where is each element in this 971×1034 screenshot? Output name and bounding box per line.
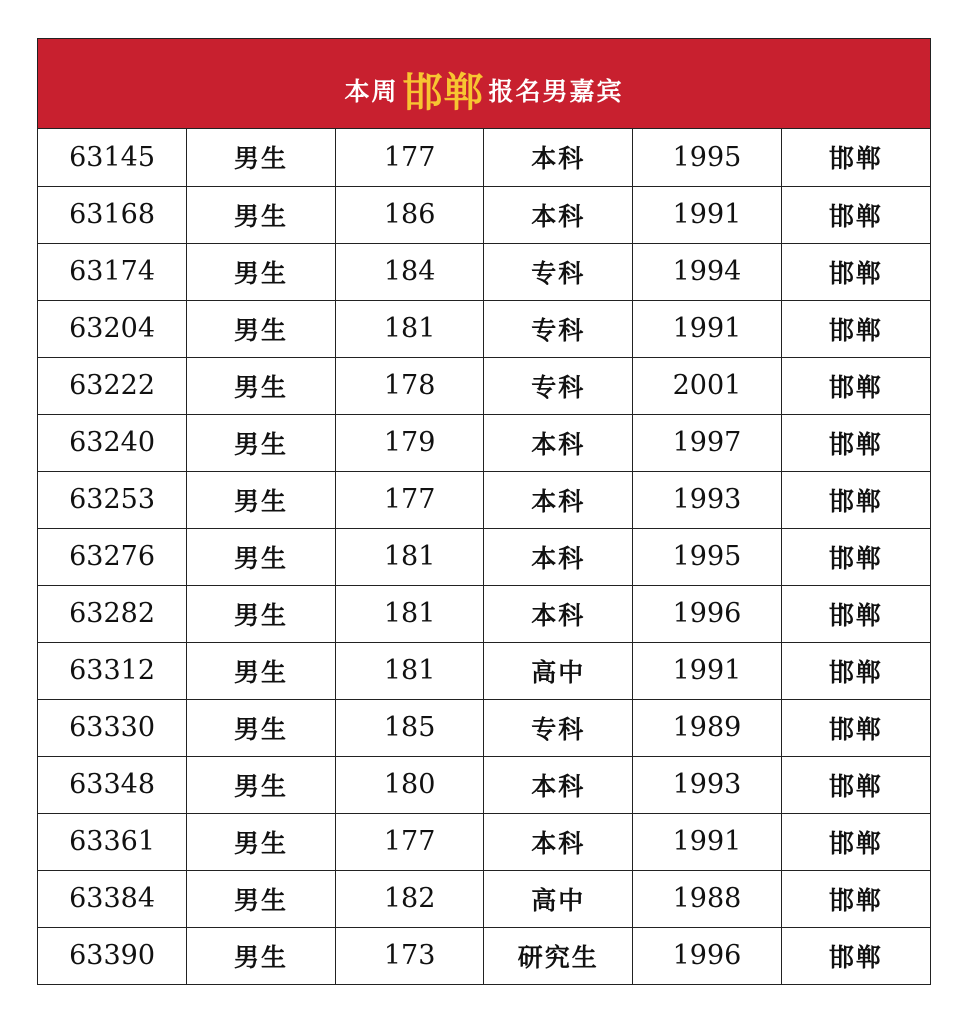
height-cell: 179 [335, 414, 484, 471]
city-cell: 邯郸 [781, 870, 930, 927]
table-row [38, 129, 930, 186]
city-cell: 邯郸 [781, 927, 930, 984]
birth-year-cell: 1988 [633, 870, 782, 927]
gender-cell: 男生 [187, 243, 336, 300]
registrant-table [38, 129, 930, 984]
city-cell: 邯郸 [781, 300, 930, 357]
city-cell: 邯郸 [781, 528, 930, 585]
education-cell: 本科 [484, 471, 633, 528]
education-cell: 专科 [484, 699, 633, 756]
title-city: 邯郸 [402, 70, 485, 116]
birth-year-cell: 1991 [633, 300, 782, 357]
gender-cell: 男生 [187, 414, 336, 471]
height-cell: 184 [335, 243, 484, 300]
gender-cell: 男生 [187, 813, 336, 870]
height-cell: 177 [335, 471, 484, 528]
table-row [38, 300, 930, 357]
id-cell: 63361 [38, 813, 187, 870]
education-cell: 本科 [484, 414, 633, 471]
id-cell: 63276 [38, 528, 187, 585]
education-cell: 专科 [484, 357, 633, 414]
education-cell: 专科 [484, 300, 633, 357]
table-row [38, 414, 930, 471]
height-cell: 185 [335, 699, 484, 756]
birth-year-cell: 1995 [633, 528, 782, 585]
education-cell: 本科 [484, 756, 633, 813]
birth-year-cell: 2001 [633, 357, 782, 414]
height-cell: 181 [335, 300, 484, 357]
gender-cell: 男生 [187, 870, 336, 927]
birth-year-cell: 1994 [633, 243, 782, 300]
table-row [38, 927, 930, 984]
height-cell: 178 [335, 357, 484, 414]
gender-cell: 男生 [187, 585, 336, 642]
city-cell: 邯郸 [781, 642, 930, 699]
birth-year-cell: 1989 [633, 699, 782, 756]
city-cell: 邯郸 [781, 186, 930, 243]
id-cell: 63384 [38, 870, 187, 927]
id-cell: 63168 [38, 186, 187, 243]
education-cell: 本科 [484, 186, 633, 243]
gender-cell: 男生 [187, 699, 336, 756]
gender-cell: 男生 [187, 186, 336, 243]
education-cell: 高中 [484, 870, 633, 927]
gender-cell: 男生 [187, 300, 336, 357]
birth-year-cell: 1995 [633, 129, 782, 186]
height-cell: 181 [335, 585, 484, 642]
height-cell: 173 [335, 927, 484, 984]
id-cell: 63312 [38, 642, 187, 699]
birth-year-cell: 1993 [633, 471, 782, 528]
birth-year-cell: 1991 [633, 186, 782, 243]
education-cell: 本科 [484, 528, 633, 585]
education-cell: 专科 [484, 243, 633, 300]
id-cell: 63222 [38, 357, 187, 414]
gender-cell: 男生 [187, 357, 336, 414]
height-cell: 180 [335, 756, 484, 813]
table-row [38, 813, 930, 870]
title-banner [38, 39, 930, 129]
gender-cell: 男生 [187, 471, 336, 528]
city-cell: 邯郸 [781, 414, 930, 471]
table-row [38, 528, 930, 585]
city-cell: 邯郸 [781, 756, 930, 813]
gender-cell: 男生 [187, 129, 336, 186]
birth-year-cell: 1991 [633, 813, 782, 870]
id-cell: 63348 [38, 756, 187, 813]
gender-cell: 男生 [187, 927, 336, 984]
city-cell: 邯郸 [781, 699, 930, 756]
height-cell: 182 [335, 870, 484, 927]
id-cell: 63282 [38, 585, 187, 642]
height-cell: 177 [335, 813, 484, 870]
id-cell: 63253 [38, 471, 187, 528]
education-cell: 本科 [484, 129, 633, 186]
city-cell: 邯郸 [781, 243, 930, 300]
id-cell: 63330 [38, 699, 187, 756]
registrant-table-body [38, 129, 930, 984]
table-row [38, 585, 930, 642]
table-row [38, 471, 930, 528]
gender-cell: 男生 [187, 642, 336, 699]
registration-table-card [37, 38, 931, 985]
table-row [38, 870, 930, 927]
city-cell: 邯郸 [781, 813, 930, 870]
table-row [38, 357, 930, 414]
id-cell: 63240 [38, 414, 187, 471]
education-cell: 高中 [484, 642, 633, 699]
city-cell: 邯郸 [781, 471, 930, 528]
education-cell: 本科 [484, 813, 633, 870]
title-prefix: 本周 [344, 76, 399, 106]
table-row [38, 756, 930, 813]
education-cell: 研究生 [484, 927, 633, 984]
table-row [38, 243, 930, 300]
height-cell: 186 [335, 186, 484, 243]
birth-year-cell: 1993 [633, 756, 782, 813]
city-cell: 邯郸 [781, 357, 930, 414]
title-suffix: 报名男嘉宾 [488, 76, 624, 106]
id-cell: 63174 [38, 243, 187, 300]
height-cell: 181 [335, 528, 484, 585]
gender-cell: 男生 [187, 756, 336, 813]
id-cell: 63145 [38, 129, 187, 186]
birth-year-cell: 1991 [633, 642, 782, 699]
id-cell: 63390 [38, 927, 187, 984]
city-cell: 邯郸 [781, 129, 930, 186]
table-row [38, 186, 930, 243]
birth-year-cell: 1996 [633, 585, 782, 642]
height-cell: 177 [335, 129, 484, 186]
id-cell: 63204 [38, 300, 187, 357]
education-cell: 本科 [484, 585, 633, 642]
height-cell: 181 [335, 642, 484, 699]
birth-year-cell: 1996 [633, 927, 782, 984]
birth-year-cell: 1997 [633, 414, 782, 471]
table-row [38, 699, 930, 756]
table-row [38, 642, 930, 699]
city-cell: 邯郸 [781, 585, 930, 642]
gender-cell: 男生 [187, 528, 336, 585]
